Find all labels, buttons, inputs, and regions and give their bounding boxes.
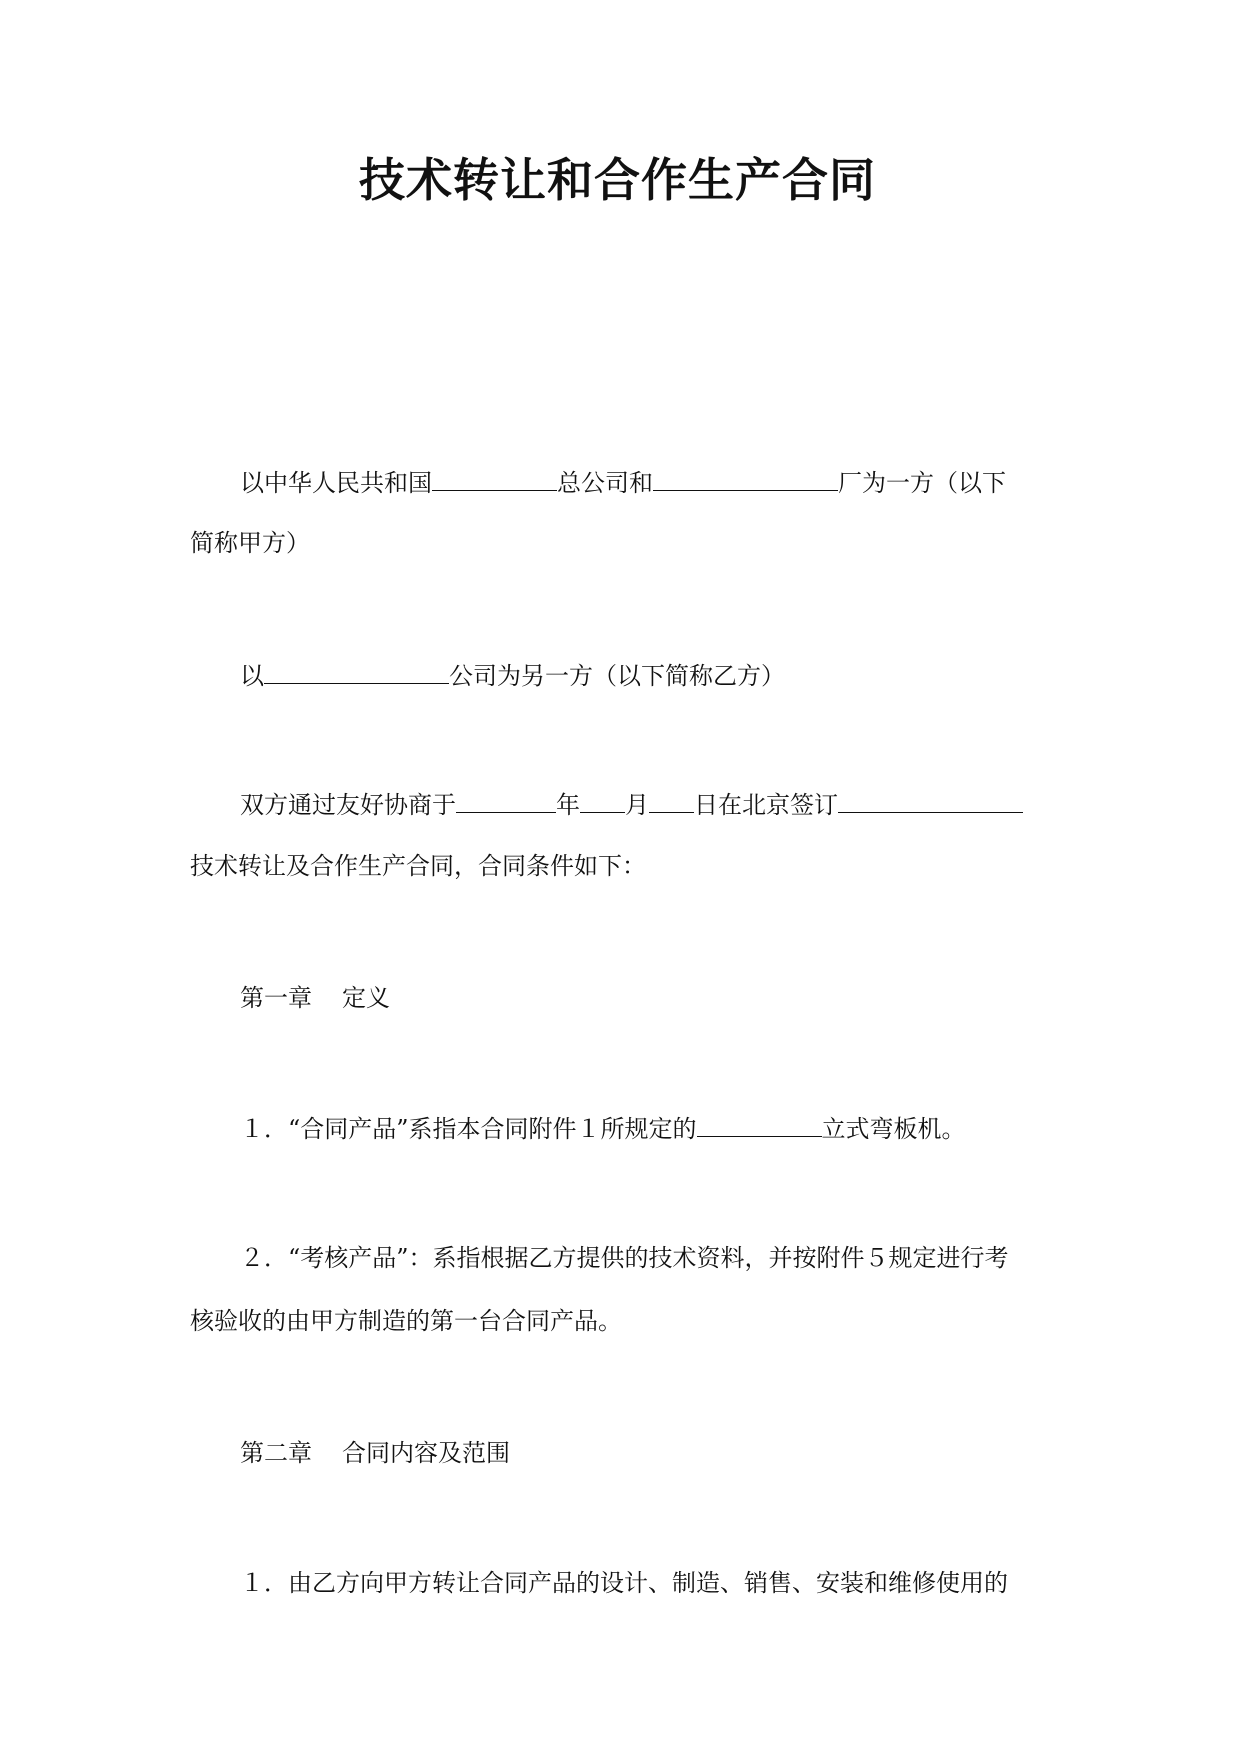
chapter-name: 合同内容及范围 [342, 1439, 510, 1467]
scope-item-1-line-1: １．由乙方向甲方转让合同产品的设计、制造、销售、安装和维修使用的 [240, 1569, 1008, 1597]
definition-1 [240, 1110, 966, 1146]
text-segment: 厂为一方（以下 [838, 469, 1006, 497]
chapter-2-heading [240, 1436, 510, 1470]
blank-line [580, 786, 625, 813]
text-segment: 公司为另一方（以下简称乙方） [449, 662, 785, 690]
blank-line [838, 786, 1023, 813]
text-segment: 总公司和 [557, 469, 653, 497]
blank-line [264, 657, 449, 684]
text-segment: 以中华人民共和国 [240, 469, 432, 497]
text-segment: １．“合同产品”系指本合同附件１所规定的 [240, 1115, 697, 1143]
signing-paragraph-line-1 [240, 786, 1023, 822]
blank-line [697, 1110, 822, 1137]
parties-paragraph-line-1 [240, 464, 1006, 500]
definition-2-line-1: ２．“考核产品”：系指根据乙方提供的技术资料，并按附件５规定进行考 [240, 1244, 1009, 1272]
chapter-1-heading [240, 981, 390, 1015]
parties-paragraph-line-2: 简称甲方） [190, 529, 310, 557]
party-b-paragraph [240, 657, 785, 693]
document-title: 技术转让和合作生产合同 [359, 153, 876, 207]
text-segment: 双方通过友好协商于 [240, 791, 456, 819]
text-segment: 立式弯板机。 [821, 1115, 966, 1143]
text-segment: 以 [240, 662, 264, 690]
blank-line [456, 786, 556, 813]
blank-line [432, 464, 557, 491]
text-segment: 月 [625, 791, 649, 819]
blank-line [653, 464, 838, 491]
signing-paragraph-line-2: 技术转让及合作生产合同，合同条件如下： [190, 852, 646, 880]
definition-2-line-2: 核验收的由甲方制造的第一台合同产品。 [190, 1307, 622, 1335]
blank-line [649, 786, 694, 813]
chapter-name: 定义 [342, 984, 390, 1012]
chapter-number: 第一章 [240, 984, 312, 1012]
chapter-number: 第二章 [240, 1439, 312, 1467]
text-segment: 日在北京签订 [694, 791, 838, 819]
text-segment: 年 [556, 791, 580, 819]
